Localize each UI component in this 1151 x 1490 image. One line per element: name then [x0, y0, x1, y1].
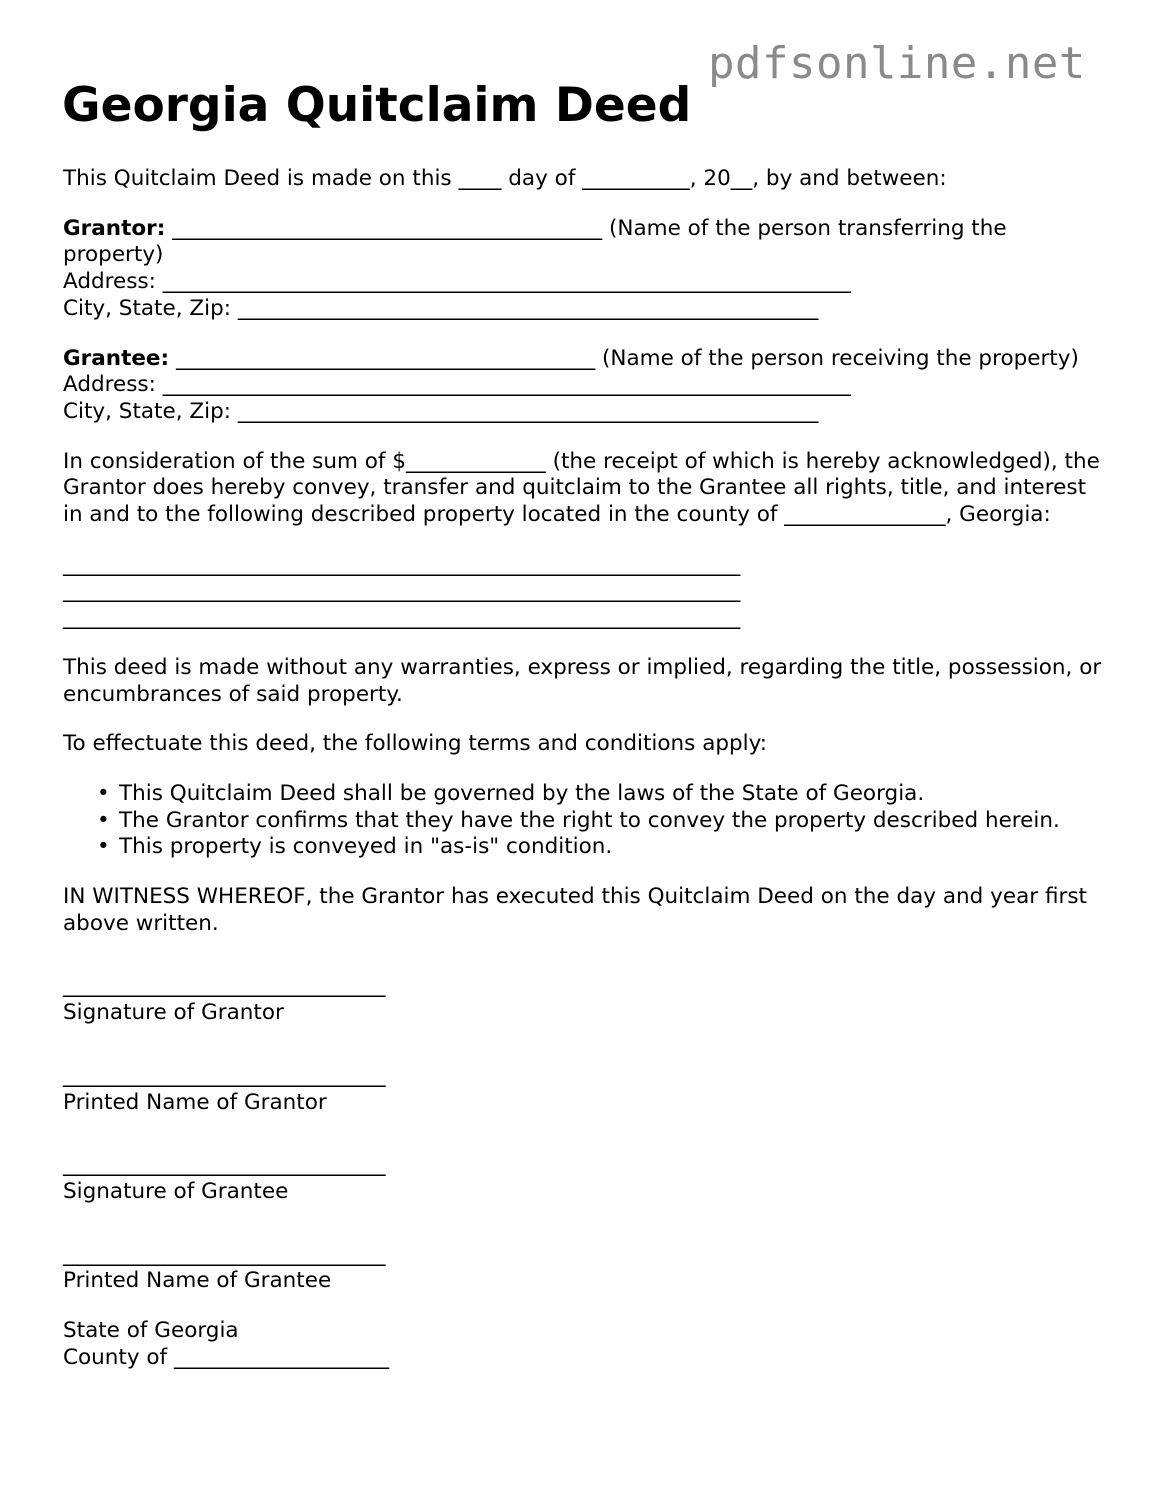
terms-list-item: • This property is conveyed in "as-is" condition. — [97, 834, 1103, 861]
signature-block — [63, 973, 1103, 1295]
grantee-label: Grantee: — [63, 345, 170, 371]
terms-intro: To effectuate this deed, the following terms and conditions apply: — [63, 731, 768, 757]
grantor-name-field: ________________________________________ (Name of the person transferring the property) — [63, 215, 1007, 268]
grantor-city-field: City, State, Zip: ______________________________________________________ — [63, 295, 819, 321]
intro-paragraph: This Quitclaim Deed is made on this ____ day of __________, 20__, by and between: — [63, 166, 947, 191]
signature-line: ______________________________ — [63, 973, 386, 999]
grantee-address-field: Address: ________________________________________________________________ — [63, 372, 851, 398]
terms-list-item: • The Grantor confirms that they have the right to convey the property described herein. — [97, 808, 1103, 835]
property-description-lines — [63, 552, 1103, 632]
signature-label: Signature of Grantee — [63, 1178, 289, 1204]
notary-section — [63, 1318, 1103, 1371]
signature-line: ______________________________ — [63, 1062, 386, 1088]
terms-list — [63, 781, 1103, 861]
grantor-address-field: Address: ________________________________________________________________ — [63, 269, 851, 295]
printed-name-grantee — [63, 1242, 1103, 1295]
signature-label: Printed Name of Grantee — [63, 1268, 332, 1294]
notary-county: County of ____________________ — [63, 1344, 389, 1370]
warranty-paragraph: This deed is made without any warranties, express or implied, regarding the title, possession, or encumbrances of said property. — [63, 654, 1102, 707]
witness-paragraph: IN WITNESS WHEREOF, the Grantor has executed this Quitclaim Deed on the day and year first above written. — [63, 884, 1087, 936]
signature-label: Signature of Grantor — [63, 1000, 284, 1026]
property-line: _______________________________________________________________ — [63, 578, 741, 604]
terms-list-item: • This Quitclaim Deed shall be governed by the laws of the State of Georgia. — [97, 781, 1103, 808]
grantee-name-line — [63, 346, 1103, 373]
consideration-paragraph: In consideration of the sum of $_____________ (the receipt of which is hereby acknowledged), the Grantor does hereby convey, transfer and quitclaim to the Grantee all rights, title, and interest in and to the following described property located in the county of _______________, Georgia: — [63, 448, 1100, 528]
signature-grantor — [63, 973, 1103, 1026]
notary-state: State of Georgia — [63, 1318, 239, 1344]
grantee-city-field: City, State, Zip: ______________________________________________________ — [63, 398, 819, 424]
property-line: _______________________________________________________________ — [63, 551, 741, 577]
grantor-name-line — [63, 216, 1103, 269]
grantee-name-field: _______________________________________ (Name of the person receiving the property) — [169, 345, 1079, 371]
page-title: Georgia Quitclaim Deed — [62, 78, 692, 133]
printed-name-grantor — [63, 1063, 1103, 1116]
document-body — [63, 166, 1103, 1372]
watermark: pdfsonline.net — [708, 38, 1086, 89]
signature-grantee — [63, 1152, 1103, 1205]
grantor-label: Grantor: — [63, 215, 166, 241]
property-line: _______________________________________________________________ — [63, 605, 741, 631]
signature-label: Printed Name of Grantor — [63, 1089, 327, 1115]
grantee-section — [63, 346, 1103, 426]
grantor-section — [63, 216, 1103, 323]
signature-line: ______________________________ — [63, 1152, 386, 1178]
signature-line: ______________________________ — [63, 1241, 386, 1267]
